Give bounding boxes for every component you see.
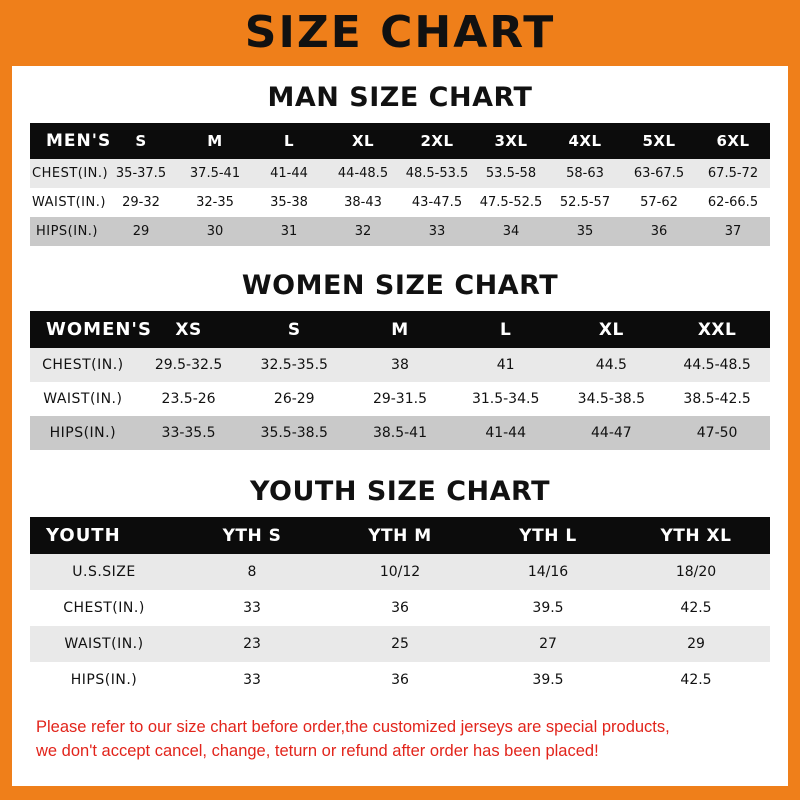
women-col-m: M (391, 319, 409, 340)
men-waist-3xl: 47.5-52.5 (479, 195, 543, 210)
youth-ussize-xl: 18/20 (675, 564, 717, 580)
women-chest-xxl: 44.5-48.5 (683, 357, 751, 373)
content-area (12, 82, 788, 764)
women-waist-xs: 23.5-26 (161, 391, 216, 407)
men-chest-l: 41-44 (270, 166, 308, 181)
youth-chest-s: 33 (243, 600, 261, 616)
women-row-label-waist: WAIST(IN.) (43, 391, 123, 407)
youth-hips-xl: 42.5 (680, 672, 712, 688)
women-waist-xxl: 38.5-42.5 (683, 391, 751, 407)
men-col-xl: XL (351, 132, 375, 150)
youth-row-label-hips: HIPS(IN.) (70, 672, 138, 688)
notice-line-2: we don't accept cancel, change, teturn or refund after order has been placed! (36, 741, 599, 760)
women-table-header (30, 311, 770, 348)
men-waist-6xl: 62-66.5 (707, 195, 759, 210)
men-col-m: M (207, 132, 223, 150)
youth-chest-m: 36 (391, 600, 409, 616)
youth-chest-l: 39.5 (532, 600, 564, 616)
section-women (30, 270, 770, 450)
youth-row-label-chest: CHEST(IN.) (63, 600, 145, 616)
women-chest-l: 41 (496, 357, 515, 373)
youth-col-l: YTH L (519, 525, 577, 546)
men-waist-m: 32-35 (196, 195, 234, 210)
notice-line-1: Please refer to our size chart before order,the customized jerseys are special products, (36, 718, 670, 736)
section-youth (30, 476, 770, 698)
men-col-label: MEN'S (46, 131, 112, 151)
men-waist-5xl: 57-62 (640, 195, 678, 210)
youth-table-header (30, 517, 770, 554)
footer-band (0, 786, 800, 800)
men-chest-3xl: 53.5-58 (485, 166, 537, 181)
women-chest-s: 32.5-35.5 (260, 357, 328, 373)
men-col-5xl: 5XL (642, 132, 676, 150)
men-chest-4xl: 58-63 (566, 166, 604, 181)
table-row (30, 626, 770, 662)
women-hips-s: 35.5-38.5 (260, 425, 328, 441)
youth-row-label-ussize: U.S.SIZE (72, 564, 136, 580)
women-hips-xl: 44-47 (591, 425, 632, 441)
youth-hips-m: 36 (391, 672, 409, 688)
youth-waist-m: 25 (391, 636, 409, 652)
youth-row-label-waist: WAIST(IN.) (64, 636, 144, 652)
men-hips-m: 30 (206, 224, 224, 239)
youth-waist-s: 23 (243, 636, 261, 652)
men-col-2xl: 2XL (420, 132, 454, 150)
men-hips-2xl: 33 (428, 224, 446, 239)
table-row (30, 217, 770, 246)
women-col-xl: XL (598, 319, 624, 340)
women-waist-s: 26-29 (273, 391, 315, 407)
men-hips-xl: 32 (354, 224, 372, 239)
youth-ussize-m: 10/12 (379, 564, 421, 580)
men-chest-6xl: 67.5-72 (707, 166, 759, 181)
men-hips-3xl: 34 (502, 224, 520, 239)
page-title: SIZE CHART (244, 7, 556, 58)
men-table-header (30, 123, 770, 159)
men-size-table (30, 123, 770, 246)
men-chest-5xl: 63-67.5 (633, 166, 685, 181)
women-col-l: L (499, 319, 512, 340)
women-chest-m: 38 (391, 357, 409, 373)
men-hips-5xl: 36 (650, 224, 668, 239)
order-policy-notice (36, 716, 764, 764)
table-header-row (30, 123, 770, 159)
women-waist-l: 31.5-34.5 (471, 391, 540, 407)
youth-col-xl: YTH XL (660, 525, 732, 546)
table-row (30, 554, 770, 590)
youth-waist-xl: 29 (687, 636, 705, 652)
youth-waist-l: 27 (539, 636, 557, 652)
men-waist-xl: 38-43 (344, 195, 382, 210)
women-col-xxl: XXL (697, 319, 737, 340)
table-row (30, 416, 770, 450)
women-row-label-chest: CHEST(IN.) (42, 357, 124, 373)
men-hips-4xl: 35 (576, 224, 594, 239)
women-hips-l: 41-44 (485, 425, 526, 441)
youth-size-table (30, 517, 770, 698)
table-row (30, 188, 770, 217)
section-title-youth: YOUTH SIZE CHART (249, 476, 551, 507)
table-header-row (30, 311, 770, 348)
men-chest-xl: 44-48.5 (337, 166, 389, 181)
men-col-l: L (283, 132, 295, 150)
youth-col-label: YOUTH (46, 525, 121, 546)
men-col-4xl: 4XL (568, 132, 602, 150)
women-table-body (30, 348, 770, 450)
men-chest-s: 35-37.5 (115, 166, 167, 181)
men-hips-s: 29 (132, 224, 150, 239)
men-waist-2xl: 43-47.5 (411, 195, 463, 210)
men-row-label-chest: CHEST(IN.) (32, 166, 109, 181)
men-waist-4xl: 52.5-57 (559, 195, 611, 210)
table-row (30, 382, 770, 416)
table-header-row (30, 517, 770, 554)
men-hips-l: 31 (280, 224, 298, 239)
section-title-man: MAN SIZE CHART (267, 82, 533, 113)
women-size-table (30, 311, 770, 450)
table-row (30, 348, 770, 382)
women-chest-xl: 44.5 (595, 357, 627, 373)
men-table-body (30, 159, 770, 246)
youth-col-m: YTH M (368, 525, 432, 546)
youth-col-s: YTH S (222, 525, 282, 546)
youth-chest-xl: 42.5 (680, 600, 712, 616)
men-col-3xl: 3XL (494, 132, 528, 150)
men-waist-l: 35-38 (270, 195, 308, 210)
women-waist-xl: 34.5-38.5 (577, 391, 646, 407)
women-waist-m: 29-31.5 (372, 391, 427, 407)
women-hips-xxl: 47-50 (696, 425, 738, 441)
youth-ussize-s: 8 (247, 564, 257, 580)
men-chest-m: 37.5-41 (189, 166, 241, 181)
men-col-s: S (135, 132, 147, 150)
youth-ussize-l: 14/16 (527, 564, 569, 580)
women-col-xs: XS (175, 319, 202, 340)
women-col-label: WOMEN'S (46, 319, 152, 340)
men-col-6xl: 6XL (716, 132, 750, 150)
women-hips-xs: 33-35.5 (161, 425, 216, 441)
section-man (30, 82, 770, 246)
women-hips-m: 38.5-41 (372, 425, 427, 441)
men-row-label-waist: WAIST(IN.) (32, 195, 106, 210)
table-row (30, 590, 770, 626)
men-waist-s: 29-32 (122, 195, 160, 210)
header-band (0, 0, 800, 66)
men-hips-6xl: 37 (724, 224, 742, 239)
youth-hips-s: 33 (243, 672, 261, 688)
youth-table-body (30, 554, 770, 698)
women-chest-xs: 29.5-32.5 (154, 357, 223, 373)
men-row-label-hips: HIPS(IN.) (35, 224, 99, 239)
women-row-label-hips: HIPS(IN.) (49, 425, 117, 441)
men-chest-2xl: 48.5-53.5 (405, 166, 469, 181)
women-col-s: S (287, 319, 301, 340)
table-row (30, 159, 770, 188)
section-title-women: WOMEN SIZE CHART (241, 270, 559, 301)
table-row (30, 662, 770, 698)
youth-hips-l: 39.5 (532, 672, 564, 688)
